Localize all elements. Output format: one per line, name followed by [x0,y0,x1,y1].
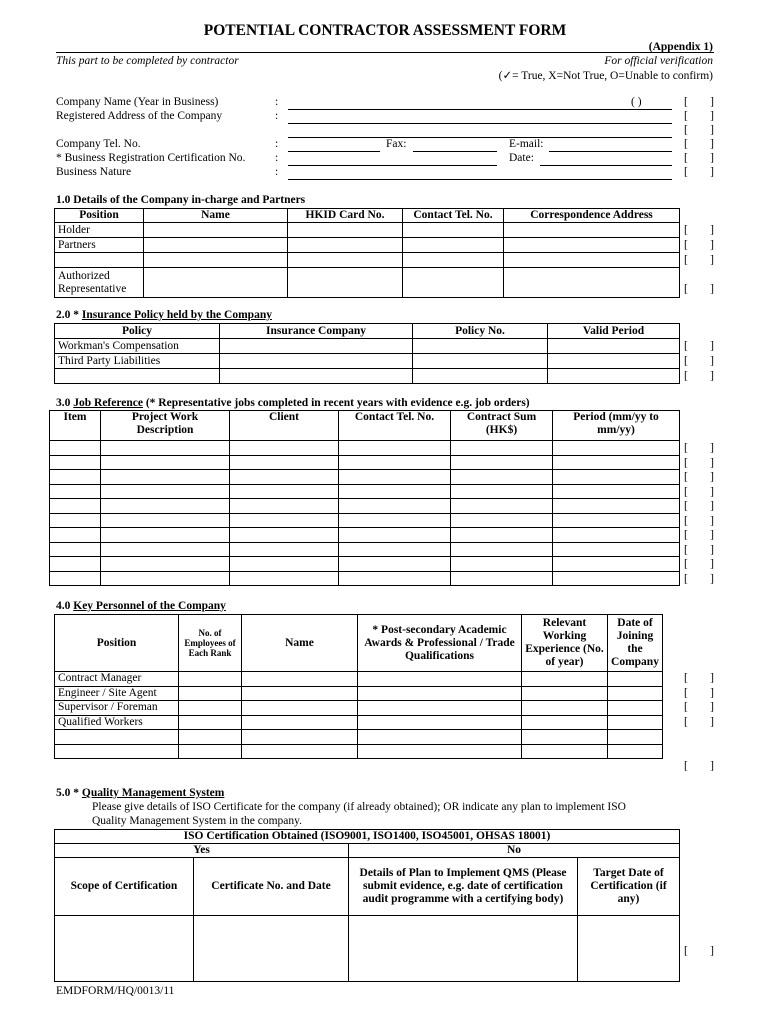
input-cell[interactable] [50,441,101,456]
input-cell[interactable] [179,672,242,687]
input-cell[interactable] [451,484,553,499]
header-cell: Item [50,411,101,441]
header-cell: Contact Tel. No. [339,411,451,441]
input-cell[interactable] [230,441,339,456]
input-cell[interactable] [608,730,663,745]
input-cell[interactable] [451,542,553,557]
input-cell[interactable] [144,268,288,298]
verify-checkbox[interactable]: [ ] [684,283,714,295]
table-row [50,484,680,499]
verify-checkbox[interactable]: [ ] [684,558,714,570]
verify-checkbox[interactable]: [ ] [684,529,714,541]
row-label: Partners [55,238,144,253]
input-cell[interactable] [522,715,608,730]
table-row [50,441,680,456]
colon: : [275,166,279,178]
header-cell: Period (mm/yy to mm/yy) [553,411,680,441]
input-cell[interactable] [403,253,504,268]
header-cell: Name [242,615,358,672]
verify-checkbox[interactable]: [ ] [684,716,714,728]
section5-description: Please give details of ISO Certificate for the company (if already obtained); OR indicate any plan to implement ISO [92,801,626,813]
verify-checkbox[interactable]: [ ] [684,110,714,122]
header-cell: Policy No. [413,324,548,339]
input-cell[interactable] [553,528,680,543]
input-cell[interactable] [522,672,608,687]
input-cell[interactable] [230,484,339,499]
input-cell[interactable] [504,253,680,268]
input-cell[interactable] [553,513,680,528]
verify-checkbox[interactable]: [ ] [684,152,714,164]
tel-label: Company Tel. No. [56,138,141,150]
input-cell[interactable] [403,238,504,253]
input-cell[interactable] [339,484,451,499]
colon: : [275,152,279,164]
input-cell[interactable] [451,513,553,528]
verify-checkbox[interactable]: [ ] [684,471,714,483]
input-cell[interactable] [548,339,680,354]
input-cell[interactable] [230,499,339,514]
colon: : [275,138,279,150]
input-cell[interactable] [50,484,101,499]
table-row [50,528,680,543]
verify-checkbox[interactable]: [ ] [684,485,714,498]
input-cell[interactable] [339,557,451,572]
header-cell: Name [144,209,288,223]
section4-title: 4.0 Key Personnel of the Company [56,600,226,612]
input-cell[interactable] [230,557,339,572]
verify-checkbox[interactable]: [ ] [684,760,714,772]
input-cell[interactable] [339,513,451,528]
input-cell[interactable] [242,744,358,759]
input-cell[interactable] [230,470,339,485]
table-row [55,715,663,730]
input-cell[interactable] [608,744,663,759]
header-cell: No. of Employees of Each Rank [179,615,242,672]
company-name-label: Company Name (Year in Business) [56,96,219,108]
input-cell[interactable] [288,253,403,268]
scope-header: Scope of Certification [55,858,194,916]
input-cell[interactable] [413,354,548,369]
input-cell[interactable] [50,571,101,586]
input-cell[interactable] [451,441,553,456]
table-row [55,672,663,687]
verify-checkbox[interactable]: [ ] [684,687,714,699]
section2-title: 2.0 * Insurance Policy held by the Company [56,309,272,321]
verify-checkbox[interactable]: [ ] [684,500,714,512]
colon: : [275,96,279,108]
nature-label: Business Nature [56,166,132,178]
plan-header: Details of Plan to Implement QMS (Please submit evidence, e.g. date of certification audit programme with a certifying body) [349,858,578,916]
row-label [55,369,220,384]
br-label: * Business Registration Certification No. [56,152,246,164]
table-row [55,701,663,716]
input-cell[interactable] [288,238,403,253]
input-cell[interactable] [451,557,553,572]
input-cell[interactable] [358,744,522,759]
br-number-field[interactable] [288,165,497,166]
email-field[interactable] [549,151,672,152]
iso-header: ISO Certification Obtained (ISO9001, ISO1400, ISO45001, OHSAS 18001) [55,830,680,844]
input-cell[interactable] [339,542,451,557]
input-cell[interactable] [55,916,194,982]
section1-title: 1.0 Details of the Company in-charge and Partners [56,194,306,206]
table-row [50,499,680,514]
input-cell[interactable] [230,571,339,586]
input-cell[interactable] [50,513,101,528]
input-cell[interactable] [242,730,358,745]
input-cell[interactable] [553,499,680,514]
input-cell[interactable] [339,571,451,586]
row-label: Workman's Compensation [55,339,220,354]
input-cell[interactable] [339,441,451,456]
input-cell[interactable] [50,557,101,572]
iso-table [54,829,680,982]
row-label: Engineer / Site Agent [55,686,179,701]
verify-checkbox[interactable]: [ ] [684,166,714,178]
input-cell[interactable] [548,354,680,369]
input-cell[interactable] [578,916,680,982]
table-row [50,542,680,557]
input-cell[interactable] [548,369,680,384]
input-cell[interactable] [230,542,339,557]
input-cell[interactable] [50,455,101,470]
header-cell: * Post-secondary Academic Awards & Professional / Trade Qualifications [358,615,522,672]
input-cell[interactable] [50,470,101,485]
verify-checkbox[interactable]: [ ] [684,442,714,454]
input-cell[interactable] [144,223,288,238]
input-cell[interactable] [358,701,522,716]
input-cell[interactable] [522,686,608,701]
input-cell[interactable] [451,528,553,543]
address-label: Registered Address of the Company [56,110,223,122]
input-cell[interactable] [451,571,553,586]
personnel-table [54,614,663,759]
fax-label: Fax: [386,138,407,150]
input-cell[interactable] [553,542,680,557]
input-cell[interactable] [522,701,608,716]
input-cell[interactable] [288,268,403,298]
input-cell[interactable] [553,557,680,572]
input-cell[interactable] [179,701,242,716]
title-divider [56,52,714,53]
input-cell[interactable] [504,268,680,298]
input-cell[interactable] [242,715,358,730]
input-cell[interactable] [339,528,451,543]
input-cell[interactable] [522,730,608,745]
yes-header: Yes [55,844,349,858]
row-label [55,744,179,759]
input-cell[interactable] [339,470,451,485]
table-row [50,571,680,586]
row-label: Contract Manager [55,672,179,687]
input-cell[interactable] [220,339,413,354]
header-cell: Position [55,615,179,672]
input-cell[interactable] [403,268,504,298]
table-row [55,730,663,745]
input-cell[interactable] [179,686,242,701]
header-cell: Date of Joining the Company [608,615,663,672]
section5-title: 5.0 * Quality Management System [56,787,225,799]
input-cell[interactable] [403,223,504,238]
input-cell[interactable] [242,672,358,687]
input-cell[interactable] [339,455,451,470]
input-cell[interactable] [101,513,230,528]
header-cell: Correspondence Address [504,209,680,223]
date-label: Date: [509,152,534,164]
input-cell[interactable] [101,470,230,485]
input-cell[interactable] [144,238,288,253]
input-cell[interactable] [522,744,608,759]
table-row [55,686,663,701]
input-cell[interactable] [179,744,242,759]
input-cell[interactable] [101,499,230,514]
table-row [50,455,680,470]
input-cell[interactable] [358,715,522,730]
verify-checkbox[interactable]: [ ] [684,514,714,527]
input-cell[interactable] [608,686,663,701]
form-title: POTENTIAL CONTRACTOR ASSESSMENT FORM [203,22,567,39]
official-verification: For official verification [604,55,713,67]
input-cell[interactable] [230,513,339,528]
input-cell[interactable] [413,339,548,354]
contractor-note: This part to be completed by contractor [56,55,239,67]
verify-checkbox[interactable]: [ ] [684,370,714,382]
address-field-2[interactable] [288,137,672,138]
email-label: E-mail: [509,138,544,150]
date-field[interactable] [540,165,672,166]
job-reference-table [49,410,680,586]
row-label: Third Party Liabilities [55,354,220,369]
row-label: Qualified Workers [55,715,179,730]
input-cell[interactable] [101,484,230,499]
verify-checkbox[interactable]: [ ] [684,672,714,684]
verify-checkbox[interactable]: [ ] [684,456,714,469]
row-label [55,253,144,268]
year-in-business-field: ( ) [631,96,642,108]
input-cell[interactable] [358,672,522,687]
input-cell[interactable] [220,369,413,384]
input-cell[interactable] [230,528,339,543]
verify-checkbox[interactable]: [ ] [684,355,714,367]
header-cell: Contract Sum (HK$) [451,411,553,441]
input-cell[interactable] [230,455,339,470]
address-field-1[interactable] [288,123,672,124]
input-cell[interactable] [553,455,680,470]
cert-no-header: Certificate No. and Date [194,858,349,916]
form-code: EMDFORM/HQ/0013/11 [56,985,175,997]
verify-checkbox[interactable]: [ ] [684,572,714,585]
input-cell[interactable] [553,441,680,456]
input-cell[interactable] [288,223,403,238]
input-cell[interactable] [608,701,663,716]
input-cell[interactable] [358,730,522,745]
row-label: Holder [55,223,144,238]
insurance-table [54,323,680,384]
input-cell[interactable] [101,557,230,572]
table-row [50,557,680,572]
input-cell[interactable] [101,528,230,543]
header-cell: Insurance Company [220,324,413,339]
verify-checkbox[interactable]: [ ] [684,224,714,236]
input-cell[interactable] [608,672,663,687]
section5-description-2: Quality Management System in the company. [92,815,303,827]
input-cell[interactable] [413,369,548,384]
header-cell: Valid Period [548,324,680,339]
company-name-field[interactable] [288,109,672,110]
input-cell[interactable] [50,542,101,557]
appendix-label: (Appendix 1) [648,41,713,53]
verify-checkbox[interactable]: [ ] [684,945,714,957]
input-cell[interactable] [242,686,358,701]
header-cell: Relevant Working Experience (No. of year) [522,615,608,672]
input-cell[interactable] [101,542,230,557]
input-cell[interactable] [451,455,553,470]
header-cell: Position [55,209,144,223]
input-cell[interactable] [220,354,413,369]
verify-checkbox[interactable]: [ ] [684,254,714,266]
table-row [50,470,680,485]
input-cell[interactable] [101,455,230,470]
input-cell[interactable] [50,499,101,514]
input-cell[interactable] [101,441,230,456]
table-row [55,744,663,759]
header-cell: Project Work Description [101,411,230,441]
partners-table [54,208,680,298]
row-label: Authorized Representative [55,268,144,298]
no-header: No [349,844,680,858]
input-cell[interactable] [242,701,358,716]
verify-checkbox[interactable]: [ ] [684,543,714,556]
verify-checkbox[interactable]: [ ] [684,124,714,136]
input-cell[interactable] [451,470,553,485]
target-date-header: Target Date of Certification (if any) [578,858,680,916]
row-label: Supervisor / Foreman [55,701,179,716]
tel-field[interactable] [288,151,380,152]
header-cell: Contact Tel. No. [403,209,504,223]
fax-field[interactable] [413,151,497,152]
verify-checkbox[interactable]: [ ] [684,340,714,352]
input-cell[interactable] [553,484,680,499]
input-cell[interactable] [194,916,349,982]
verification-legend: (✓= True, X=Not True, O=Unable to confirm) [498,70,713,82]
table-row [50,513,680,528]
input-cell[interactable] [144,253,288,268]
input-cell[interactable] [553,470,680,485]
input-cell[interactable] [179,715,242,730]
verify-checkbox[interactable]: [ ] [684,96,714,108]
section3-title: 3.0 Job Reference (* Representative jobs completed in recent years with evidence e.g. job orders) [56,397,530,409]
input-cell[interactable] [50,528,101,543]
input-cell[interactable] [339,499,451,514]
input-cell[interactable] [349,916,578,982]
verify-checkbox[interactable]: [ ] [684,239,714,251]
verify-checkbox[interactable]: [ ] [684,701,714,713]
colon: : [275,110,279,122]
header-cell: Client [230,411,339,441]
input-cell[interactable] [358,686,522,701]
input-cell[interactable] [179,730,242,745]
input-cell[interactable] [451,499,553,514]
business-nature-field[interactable] [288,179,672,180]
input-cell[interactable] [504,238,680,253]
row-label [55,730,179,745]
input-cell[interactable] [608,715,663,730]
header-cell: Policy [55,324,220,339]
input-cell[interactable] [504,223,680,238]
input-cell[interactable] [101,571,230,586]
header-cell: HKID Card No. [288,209,403,223]
verify-checkbox[interactable]: [ ] [684,138,714,150]
input-cell[interactable] [553,571,680,586]
